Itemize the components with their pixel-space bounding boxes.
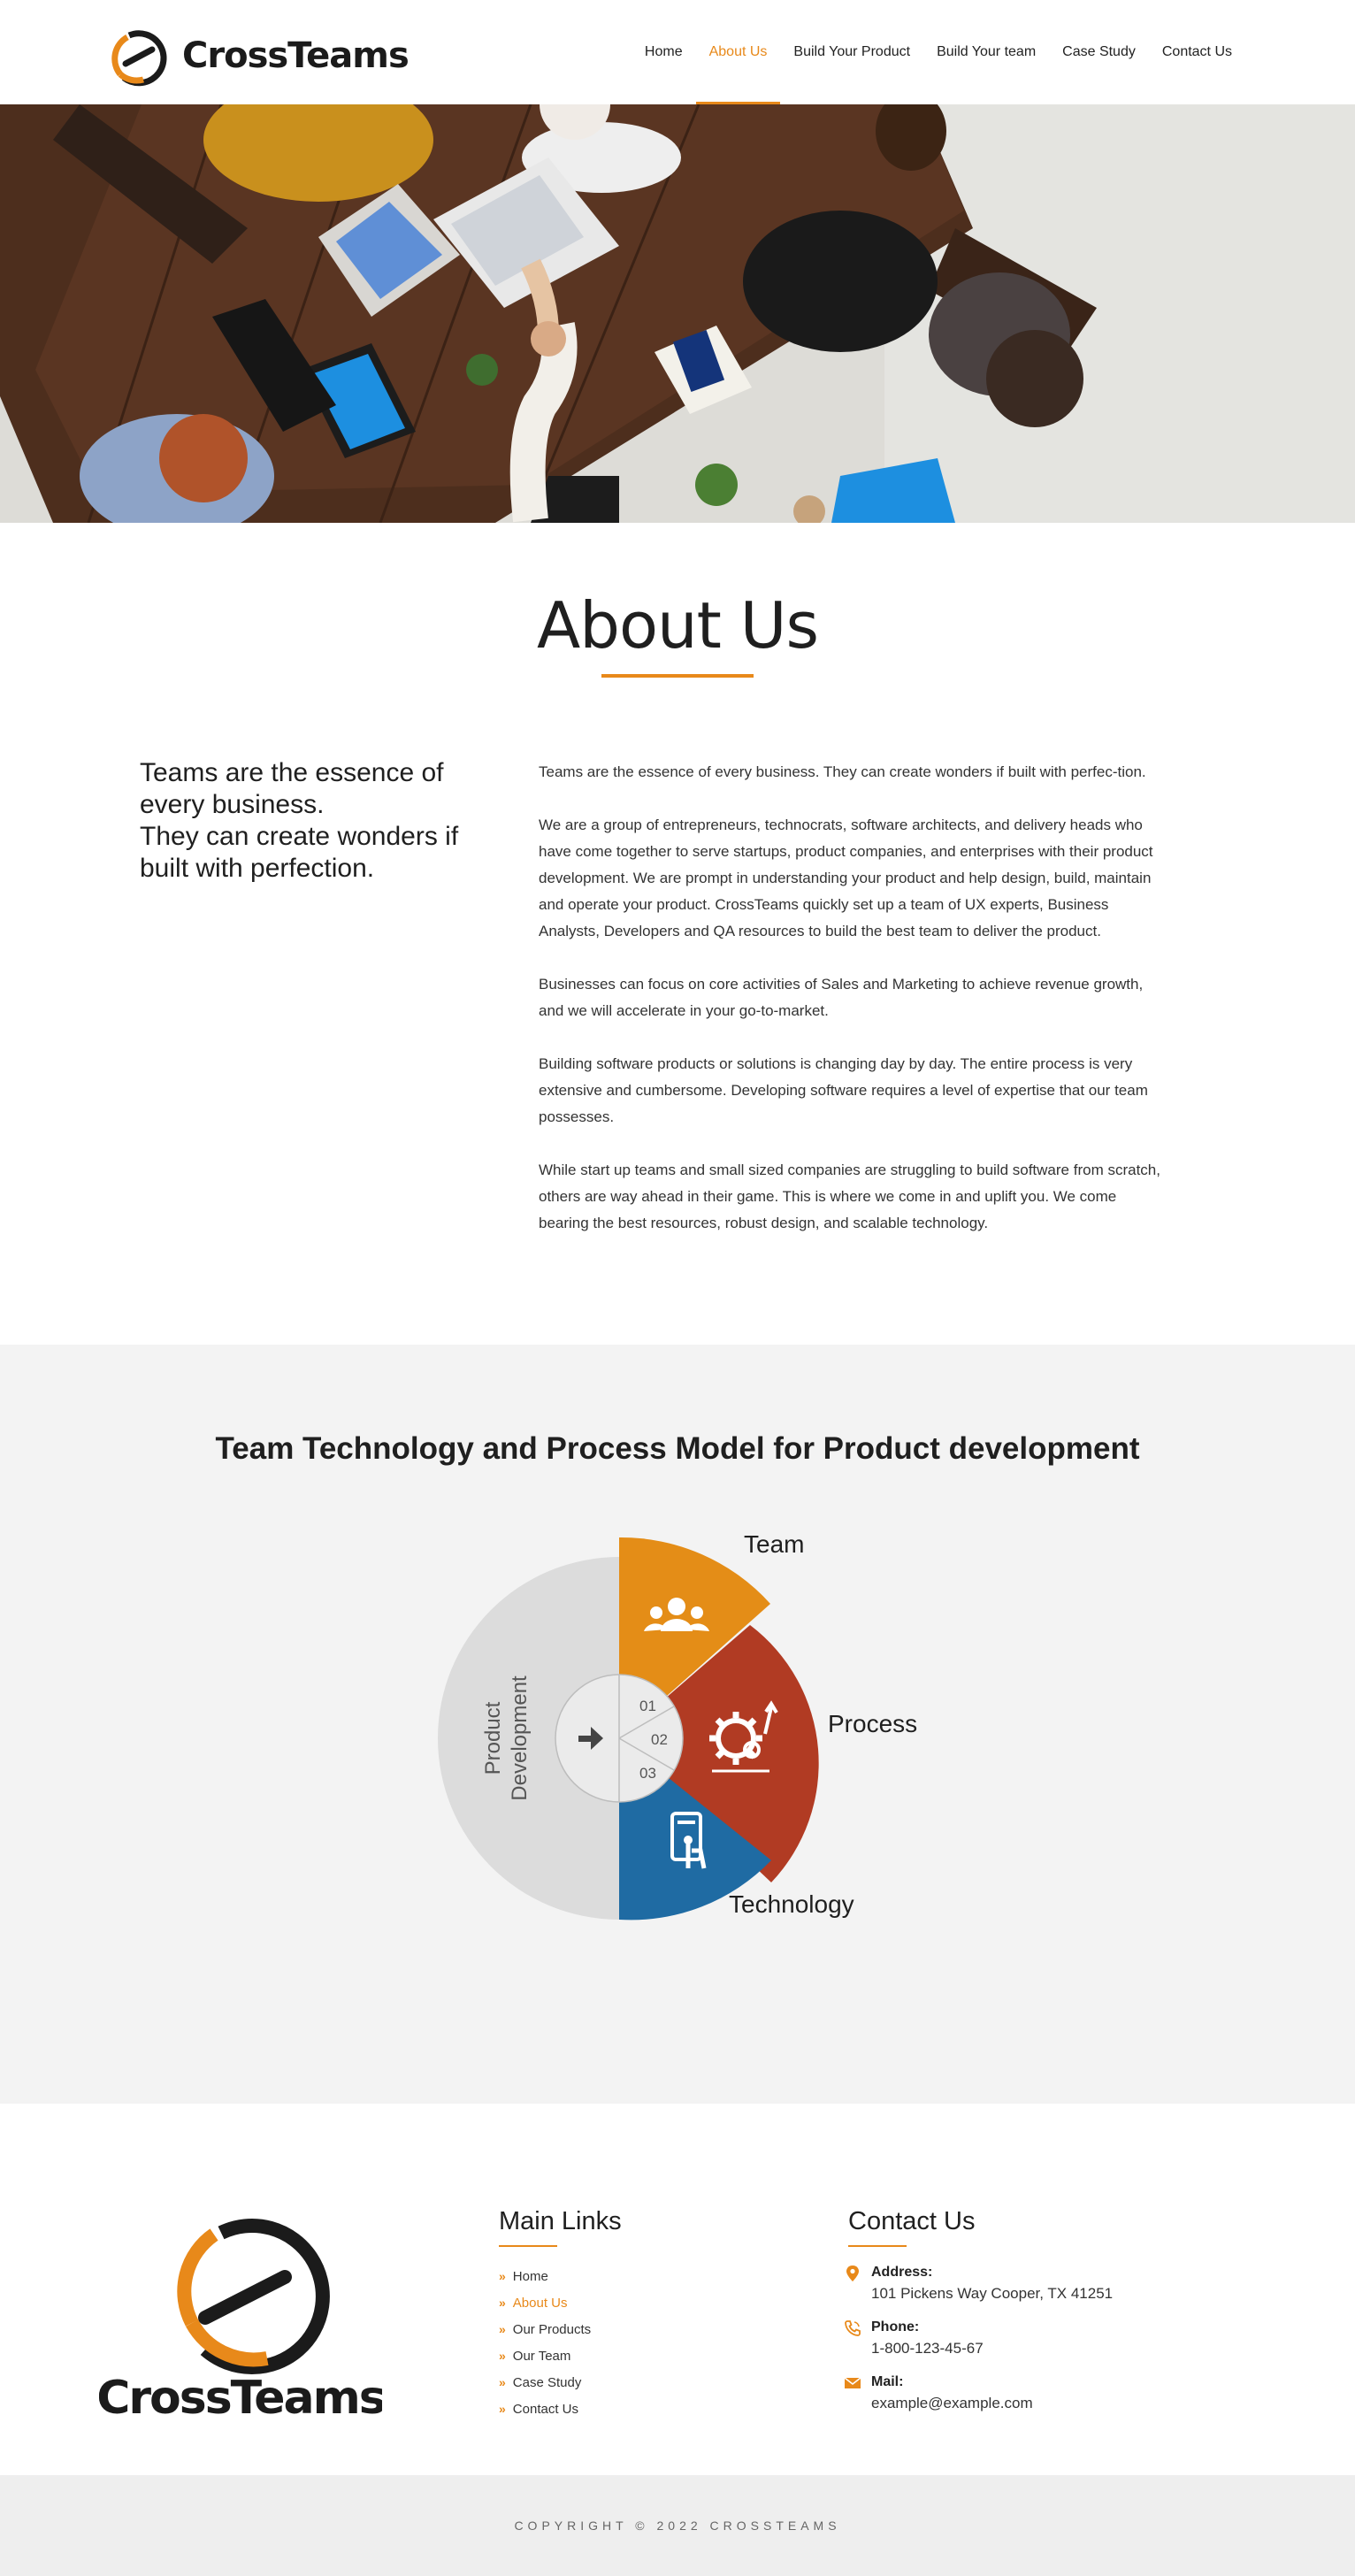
nav-contact-us[interactable]: Contact Us xyxy=(1161,44,1232,59)
footer-logo[interactable] xyxy=(99,2208,382,2420)
nav-build-your-product[interactable]: Build Your Product xyxy=(793,44,911,59)
chevron-right-icon: » xyxy=(499,2349,506,2363)
step-02: 02 xyxy=(651,1731,668,1748)
footer-link-label: About Us xyxy=(512,2295,568,2311)
chevron-right-icon: » xyxy=(499,2322,506,2336)
copyright-bar xyxy=(0,2475,1355,2576)
nav-case-study[interactable]: Case Study xyxy=(1062,44,1136,59)
page-title: About Us xyxy=(537,588,818,663)
title-underline xyxy=(601,674,754,678)
contact-block xyxy=(844,2263,1113,2427)
about-paragraph: Building software products or solutions is changing day by day. The entire process is very extensive and cumbersome. Developing software requires a level of expertise that our team possesses. xyxy=(539,1055,1148,1125)
phone-icon xyxy=(844,2319,861,2337)
about-body xyxy=(539,759,1167,1263)
nav-about-us[interactable]: About Us xyxy=(696,0,781,104)
hero-image xyxy=(0,104,1355,523)
contact-mail xyxy=(844,2373,1113,2415)
step-03: 03 xyxy=(639,1765,656,1782)
footer-contact-title: Contact Us xyxy=(848,2207,976,2235)
chevron-right-icon: » xyxy=(499,2269,506,2283)
crossteams-logo-icon xyxy=(108,25,170,87)
model-section xyxy=(0,1345,1355,2104)
center-label-line-1: Product xyxy=(481,1701,505,1775)
chevron-right-icon: » xyxy=(499,2402,506,2416)
nav-home[interactable]: Home xyxy=(644,44,683,59)
crossteams-logo-icon xyxy=(99,2208,382,2420)
chevron-right-icon: » xyxy=(499,2375,506,2389)
footer-links xyxy=(499,2263,591,2422)
mail-icon xyxy=(844,2374,861,2392)
phone-value[interactable]: 1-800-123-45-67 xyxy=(871,2340,984,2357)
footer-link-label: Our Team xyxy=(512,2348,571,2364)
contact-address xyxy=(844,2263,1113,2305)
chevron-right-icon: » xyxy=(499,2296,506,2310)
footer-link-label: Case Study xyxy=(512,2374,582,2390)
footer-link-case-study[interactable] xyxy=(499,2369,591,2396)
mail-label: Mail: xyxy=(871,2374,904,2389)
footer-links-title: Main Links xyxy=(499,2207,622,2235)
about-lead-line-2: They can create wonders if built with perfection. xyxy=(140,822,459,883)
team-meeting-photo xyxy=(0,104,1355,523)
brand-name: CrossTeams xyxy=(182,35,409,76)
footer-link-label: Contact Us xyxy=(512,2401,578,2417)
about-paragraph: Businesses can focus on core activities of Sales and Marketing to achieve revenue growth, and we will accelerate in your go-to-market. xyxy=(539,976,1144,1019)
nav-build-your-team[interactable]: Build Your team xyxy=(937,44,1037,59)
about-paragraph: Teams are the essence of every business. They can create wonders if built with perfec-tion. xyxy=(539,763,1146,780)
about-lead xyxy=(140,757,494,885)
about-paragraph: We are a group of entrepreneurs, technocrats, software architects, and delivery heads who have come together to serve startups, product companies, and enterprises with their product development. We are prompt in understanding your product and help design, build, maintain and operate your product. CrossTeams quickly set up a team of UX experts, Business Analysts, Developers and QA resources to build the best team to deliver the product. xyxy=(539,816,1153,939)
footer-link-our-team[interactable] xyxy=(499,2342,591,2369)
address-label: Address: xyxy=(871,2265,933,2280)
footer-link-home[interactable] xyxy=(499,2263,591,2289)
step-01: 01 xyxy=(639,1698,656,1714)
site-header xyxy=(0,0,1355,104)
about-paragraph: While start up teams and small sized companies are struggling to build software from scratch, others are way ahead in their game. This is where we come in and uplift you. We come bearing the best resources, robust design, and scalable technology. xyxy=(539,1162,1160,1231)
footer-contact-underline xyxy=(848,2245,907,2247)
site-footer xyxy=(0,2104,1355,2475)
footer-link-label: Home xyxy=(512,2268,548,2284)
model-title: Team Technology and Process Model for Product development xyxy=(215,1431,1140,1466)
site-logo[interactable] xyxy=(108,25,409,87)
model-diagram xyxy=(371,1522,991,1982)
segment-label-team: Team xyxy=(744,1530,805,1558)
contact-phone xyxy=(844,2318,1113,2360)
footer-link-about-us[interactable] xyxy=(499,2289,591,2316)
footer-links-underline xyxy=(499,2245,557,2247)
segment-label-technology: Technology xyxy=(729,1890,854,1918)
segment-label-process: Process xyxy=(828,1710,918,1737)
footer-link-contact-us[interactable] xyxy=(499,2396,591,2422)
mail-value[interactable]: example@example.com xyxy=(871,2395,1033,2411)
main-nav xyxy=(632,0,1245,104)
about-lead-line-1: Teams are the essence of every business. xyxy=(140,758,444,819)
footer-link-label: Our Products xyxy=(512,2321,592,2337)
copyright-text: COPYRIGHT © 2022 CROSSTEAMS xyxy=(514,2518,841,2533)
footer-brand-name: CrossTeams xyxy=(99,2372,382,2420)
phone-label: Phone: xyxy=(871,2319,920,2334)
location-pin-icon xyxy=(844,2265,861,2282)
center-label-line-2: Development xyxy=(508,1675,532,1801)
footer-link-our-products[interactable] xyxy=(499,2316,591,2342)
address-value: 101 Pickens Way Cooper, TX 41251 xyxy=(871,2285,1114,2302)
